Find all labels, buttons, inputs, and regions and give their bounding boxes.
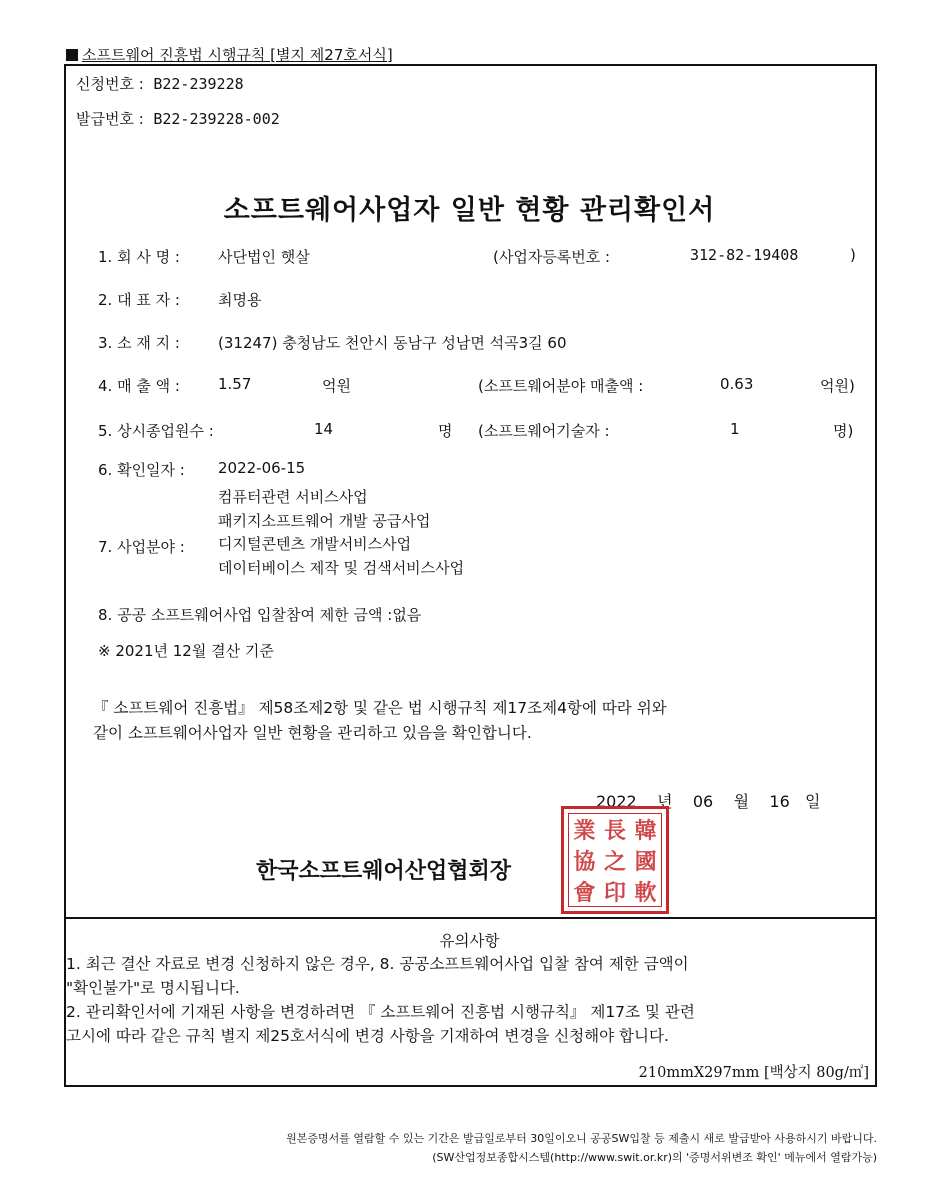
footer-line-1: 원본증명서를 열람할 수 있는 기간은 발급일로부터 30일이오니 공공SW입찰 등 제출시 새로 발급받아 사용하시기 바랍니다. bbox=[286, 1132, 877, 1145]
seal-pattern-icon: 業 長 韓 協 之 國 會 印 軟 bbox=[568, 813, 662, 907]
notes-divider bbox=[64, 917, 877, 919]
item-sw-sales-unit: 억원) bbox=[820, 377, 855, 395]
issue-no bbox=[76, 108, 280, 129]
note-line: 1. 최근 결산 자료로 변경 신청하지 않은 경우, 8. 공공소프트웨어사업 입찰 참여 제한 금액이 bbox=[66, 955, 689, 973]
item-company-label: 1. 회 사 명 : bbox=[98, 248, 180, 266]
note-line: 고시에 따라 같은 규칙 별지 제25호서식에 변경 사항을 기재하여 변경을 신청해야 합니다. bbox=[66, 1027, 669, 1045]
note-line: "확인불가"로 명시됩니다. bbox=[66, 979, 240, 997]
notes-heading: 유의사항 bbox=[439, 932, 500, 950]
item-sales-unit: 억원 bbox=[322, 377, 351, 395]
date-day: 16 bbox=[769, 792, 790, 811]
item-ceo-value: 최명용 bbox=[218, 291, 262, 309]
issue-no-value: B22-239228-002 bbox=[153, 110, 280, 128]
form-reference bbox=[66, 44, 393, 65]
item-engineers-value: 1 bbox=[730, 420, 740, 438]
item-engineers-unit: 명) bbox=[833, 422, 854, 440]
application-no-label: 신청번호 : bbox=[76, 75, 144, 93]
notes-list bbox=[66, 952, 695, 1048]
item-ceo-label: 2. 대 표 자 : bbox=[98, 291, 180, 309]
item-company-value: 사단법인 햇살 bbox=[218, 248, 310, 266]
statement-line: 같이 소프트웨어사업자 일반 현황을 관리하고 있음을 확인합니다. bbox=[93, 724, 532, 742]
business-field: 데이터베이스 제작 및 검색서비스사업 bbox=[218, 558, 465, 577]
application-no bbox=[76, 73, 244, 94]
item-reg-close: ) bbox=[850, 246, 856, 264]
item-sales-value: 1.57 bbox=[218, 375, 252, 393]
item-bid-limit bbox=[98, 604, 421, 625]
date-month-unit: 월 bbox=[733, 792, 750, 811]
confirmation-statement bbox=[93, 696, 667, 746]
item-business-list bbox=[218, 486, 464, 580]
item-employees-value: 14 bbox=[314, 420, 334, 438]
item-sales-label: 4. 매 출 액 : bbox=[98, 377, 180, 395]
issue-no-label: 발급번호 : bbox=[76, 110, 144, 128]
date-month: 06 bbox=[692, 792, 714, 811]
item-sw-sales-label: (소프트웨어분야 매출액 : bbox=[478, 377, 644, 395]
item-reg-label: (사업자등록번호 : bbox=[493, 248, 611, 266]
application-no-value: B22-239228 bbox=[153, 75, 244, 93]
item-sw-sales-value: 0.63 bbox=[720, 375, 754, 393]
item-confirm-date-label: 6. 확인일자 : bbox=[98, 461, 185, 479]
issuer-name: 한국소프트웨어산업협회장 bbox=[256, 859, 512, 884]
business-field: 디지털콘텐츠 개발서비스사업 bbox=[218, 535, 412, 553]
footer-line-2: (SW산업정보종합시스템(http://www.swit.or.kr)의 '증명서위변조 확인' 메뉴에서 열람가능) bbox=[432, 1151, 877, 1164]
item-employees-unit: 명 bbox=[438, 422, 453, 440]
item-confirm-date-value: 2022-06-15 bbox=[218, 459, 306, 477]
item-address-value: (31247) 충청남도 천안시 동남구 성남면 석곡3길 60 bbox=[218, 334, 567, 352]
note-line: 2. 관리확인서에 기재된 사항을 변경하려면 『 소프트웨어 진흥법 시행규칙』 제17조 및 관련 bbox=[66, 1003, 695, 1021]
item-employees-label: 5. 상시종업원수 : bbox=[98, 422, 214, 440]
item-business-label: 7. 사업분야 : bbox=[98, 538, 185, 556]
document-title: 소프트웨어사업자 일반 현황 관리확인서 bbox=[223, 195, 716, 226]
paper-size: 210mmX297mm [백상지 80g/㎡] bbox=[638, 1065, 869, 1081]
official-seal bbox=[561, 806, 669, 914]
item-reg-value: 312-82-19408 bbox=[690, 246, 799, 264]
business-field: 컴퓨터관련 서비스사업 bbox=[218, 488, 368, 506]
form-reference-text: 소프트웨어 진흥법 시행규칙 [별지 제27호서식] bbox=[82, 46, 393, 64]
business-field: 패키지소프트웨어 개발 공급사업 bbox=[218, 511, 431, 530]
item-engineers-label: (소프트웨어기술자 : bbox=[478, 422, 610, 440]
statement-line: 『 소프트웨어 진흥법』 제58조제2항 및 같은 법 시행규칙 제17조제4항에 따라 위와 bbox=[93, 699, 667, 717]
date-year: 2022 bbox=[596, 792, 637, 811]
date-day-unit: 일 bbox=[805, 792, 821, 811]
item-bid-limit-value: 없음 bbox=[392, 606, 422, 624]
basis-note: ※ 2021년 12월 결산 기준 bbox=[98, 642, 274, 660]
square-bullet-icon bbox=[66, 49, 78, 61]
item-bid-limit-label: 8. 공공 소프트웨어사업 입찰참여 제한 금액 : bbox=[98, 606, 393, 624]
item-address-label: 3. 소 재 지 : bbox=[98, 334, 180, 352]
date-year-unit: 년 bbox=[657, 792, 673, 811]
